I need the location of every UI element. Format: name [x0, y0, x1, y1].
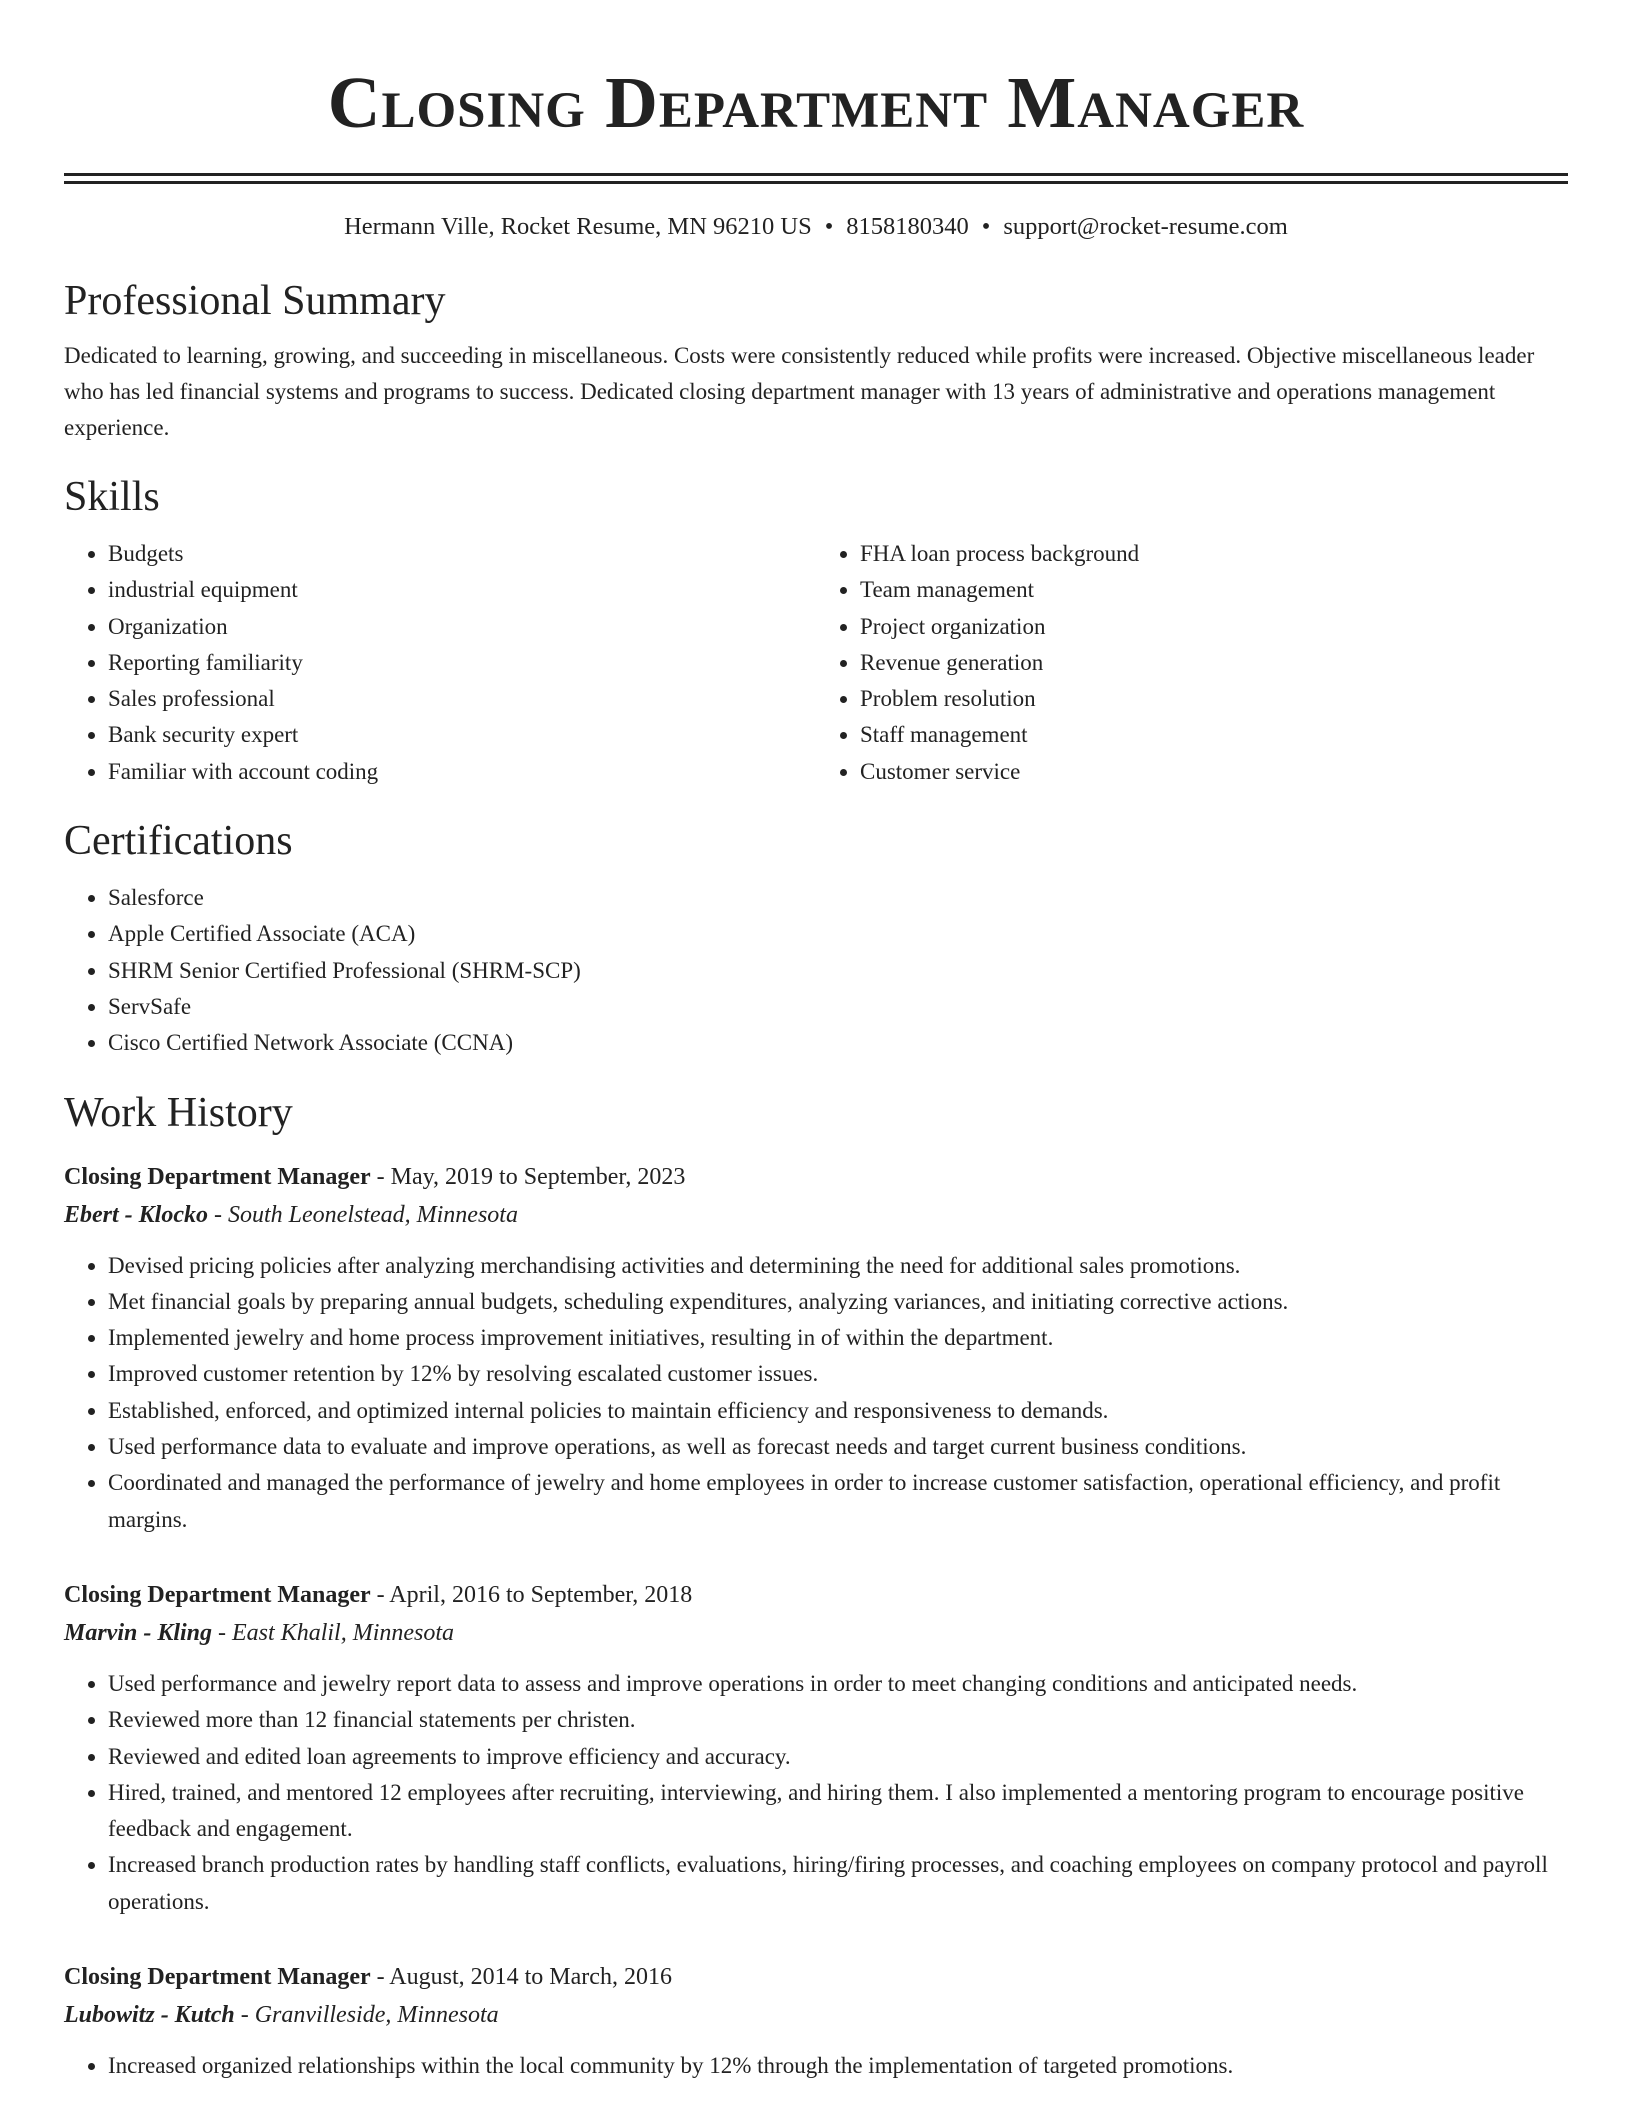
skill-item: • Organization [108, 609, 816, 645]
contact-separator: • [981, 213, 991, 240]
contact-line [64, 212, 1568, 242]
job-bullets [64, 2048, 1568, 2084]
skill-item: • Budgets [108, 536, 816, 572]
job-title-line [64, 1958, 1568, 1996]
summary-heading: Professional Summary [64, 278, 446, 324]
job-title-line [64, 1158, 1568, 1196]
skill-item: • Customer service [860, 754, 1568, 790]
job-company: Ebert - Klocko [64, 1201, 208, 1228]
contact-address: Hermann Ville, Rocket Resume, MN 96210 US [344, 213, 812, 240]
job-dates: - August, 2014 to March, 2016 [370, 1964, 672, 1991]
job-entry [64, 1576, 1568, 1920]
certifications-heading: Certifications [64, 818, 293, 865]
skills-list-left [64, 536, 816, 790]
summary-text: Dedicated to learning, growing, and succeeding in miscellaneous. Costs were consistently reduced while profits were increased. Objective miscellaneous leader who has led financial systems and programs to success. Dedicated closing department manager with 13 years of administrative and operations management experience. [64, 343, 1535, 440]
skills-heading: Skills [64, 474, 160, 520]
contact-email[interactable]: support@rocket-resume.com [1003, 213, 1288, 240]
resume-page [64, 0, 1568, 2084]
certification-item: • Apple Certified Associate (ACA) [108, 916, 1568, 952]
job-bullet: • Implemented jewelry and home process improvement initiatives, resulting in of within the department. [108, 1320, 1568, 1356]
job-title: Closing Department Manager [64, 1163, 371, 1190]
job-bullet: • Met financial goals by preparing annual budgets, scheduling expenditures, analyzing variances, and initiating corrective actions. [108, 1284, 1568, 1320]
certification-item: • Cisco Certified Network Associate (CCNA) [108, 1025, 1568, 1061]
job-company: Lubowitz - Kutch [64, 2002, 235, 2029]
skill-item: • Bank security expert [108, 717, 816, 753]
skill-item: • FHA loan process background [860, 536, 1568, 572]
skill-item: • Problem resolution [860, 681, 1568, 717]
job-location: - East Khalil, Minnesota [212, 1619, 455, 1646]
contact-phone: 8158180340 [846, 213, 969, 240]
skill-item: • Familiar with account coding [108, 754, 816, 790]
job-bullet: • Hired, trained, and mentored 12 employees after recruiting, interviewing, and hiring them. I also implemented a mentoring program to encourage positive feedback and engagement. [108, 1775, 1568, 1848]
job-bullet: • Reviewed and edited loan agreements to improve efficiency and accuracy. [108, 1739, 1568, 1775]
job-company-line [64, 1996, 1568, 2034]
job-bullet: • Devised pricing policies after analyzing merchandising activities and determining the need for additional sales promotions. [108, 1248, 1568, 1284]
job-bullet: • Increased organized relationships within the local community by 12% through the implementation of targeted promotions. [108, 2048, 1568, 2084]
job-bullet: • Improved customer retention by 12% by resolving escalated customer issues. [108, 1356, 1568, 1392]
skill-item: • Project organization [860, 609, 1568, 645]
certification-item: • Salesforce [108, 880, 1568, 916]
job-location: - South Leonelstead, Minnesota [208, 1201, 518, 1228]
job-entry [64, 1158, 1568, 1538]
skill-item: • Staff management [860, 717, 1568, 753]
job-title: Closing Department Manager [64, 1964, 371, 1991]
job-bullets [64, 1248, 1568, 1538]
work-history-heading: Work History [64, 1089, 293, 1136]
certification-item: • ServSafe [108, 989, 1568, 1025]
work-history-list [64, 1158, 1568, 2085]
skill-item: • Reporting familiarity [108, 645, 816, 681]
job-company: Marvin - Kling [64, 1619, 213, 1646]
job-location: - Granvilleside, Minnesota [234, 2002, 499, 2029]
job-bullet: • Used performance data to evaluate and improve operations, as well as forecast needs and target current business conditions. [108, 1429, 1568, 1465]
job-bullet: • Established, enforced, and optimized internal policies to maintain efficiency and responsiveness to demands. [108, 1393, 1568, 1429]
contact-separator: • [824, 213, 834, 240]
job-bullet: • Increased branch production rates by handling staff conflicts, evaluations, hiring/firing processes, and coaching employees on company protocol and payroll operations. [108, 1847, 1568, 1920]
job-bullet: • Coordinated and managed the performance of jewelry and home employees in order to increase customer satisfaction, operational efficiency, and profit margins. [108, 1465, 1568, 1538]
skills-columns [64, 536, 1568, 790]
job-bullet: • Reviewed more than 12 financial statements per christen. [108, 1702, 1568, 1738]
skill-item: • industrial equipment [108, 572, 816, 608]
title-double-rule [64, 173, 1568, 184]
skill-item: • Team management [860, 572, 1568, 608]
job-entry [64, 1958, 1568, 2084]
job-company-line [64, 1196, 1568, 1234]
resume-title: Closing Department Manager [327, 62, 1305, 143]
job-bullets [64, 1666, 1568, 1920]
job-title-line [64, 1576, 1568, 1614]
certifications-list [64, 880, 1568, 1061]
certification-item: • SHRM Senior Certified Professional (SHRM-SCP) [108, 953, 1568, 989]
job-title: Closing Department Manager [64, 1581, 371, 1608]
job-bullet: • Used performance and jewelry report data to assess and improve operations in order to meet changing conditions and anticipated needs. [108, 1666, 1568, 1702]
skills-list-right [816, 536, 1568, 790]
skill-item: • Sales professional [108, 681, 816, 717]
job-dates: - May, 2019 to September, 2023 [370, 1163, 686, 1190]
skill-item: • Revenue generation [860, 645, 1568, 681]
job-company-line [64, 1614, 1568, 1652]
job-dates: - April, 2016 to September, 2018 [370, 1581, 693, 1608]
